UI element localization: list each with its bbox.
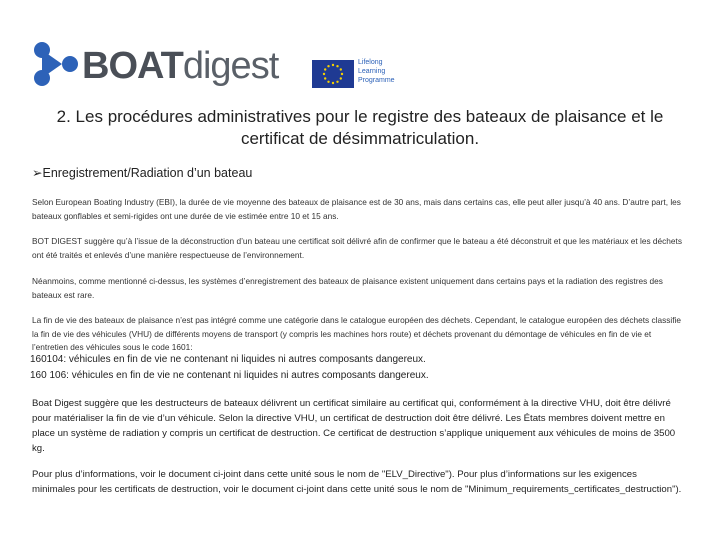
logo-digest-text: digest [182, 45, 279, 87]
arrow-bullet-icon: ➢ [32, 166, 43, 180]
eu-line-2: Learning [358, 68, 386, 75]
page-title: 2. Les procédures administratives pour le registre des bateaux de plaisance et le certificat de désimmatriculation. [56, 107, 664, 148]
paragraph-ebi: Selon European Boating Industry (EBI), la durée de vie moyenne des bateaux de plaisance est de 30 ans, mais dans certains cas, elle peut aller jusqu’à 40 ans. D’autre part, les bateaux gonflables et semi-rigides ont une durée de vie estimée entre 10 et 15 ans. [32, 197, 681, 221]
eu-flag-icon [312, 60, 354, 88]
logo-boat-text: BOAT [82, 45, 183, 87]
paragraph-certificate: Boat Digest suggère que les destructeurs de bateaux délivrent un certificat similaire au certificat qui, conformément à la directive VHU, doit être délivré pour matérialiser la fin de vie d’un véhicule. Selon la directive VHU, un certificat de destruction doit être délivré. Les États membres doivent mettre en place un système de radiation y compris un certificat de destruction. Ce certificat de destruction s’applique uniquement aux véhicules de moins de 3500 kg. [32, 398, 676, 454]
eu-line-1: Lifelong [358, 59, 383, 66]
boatdigest-logo-icon [32, 40, 80, 88]
eu-programme-label [358, 58, 395, 85]
code-160106: 160 106: véhicules en fin de vie ne contenant ni liquides ni autres composants dangereux. [30, 370, 429, 381]
logo-wordmark [82, 44, 278, 88]
eu-line-3: Programme [358, 77, 395, 84]
paragraph-registration: Néanmoins, comme mentionné ci-dessus, les systèmes d’enregistrement des bateaux de plaisance existent uniquement dans certains pays et la radiation des registres des bateaux est rare. [32, 276, 663, 300]
paragraph-bot-digest: BOT DIGEST suggère qu’à l’issue de la déconstruction d’un bateau une certificat soit délivré afin de confirmer que le bateau a été déconstruit et que les matériaux et les déchets ont été traités et enlevés d’une manière respectueuse de l’environnement. [32, 236, 682, 260]
header [0, 0, 720, 100]
code-160104: 160104: véhicules en fin de vie ne contenant ni liquides ni autres composants dangereux. [30, 354, 426, 365]
section-heading [32, 165, 252, 180]
paragraph-catalogue: La fin de vie des bateaux de plaisance n’est pas intégré comme une catégorie dans le catalogue européen des déchets. Cependant, le catalogue européen des déchets classifie la fin de vie des véhicules (VHU) de différents moyens de transport (y compris les machines hors route) et déchets provenant du démontage de véhicules en fin de vie et l’entretien des véhicules sous le code 1601: [32, 315, 681, 352]
section-heading-text: Enregistrement/Radiation d’un bateau [42, 166, 253, 180]
paragraph-more-info: Pour plus d’informations, voir le document ci-joint dans cette unité sous le nom de "ELV_Directive"). Pour plus d’informations sur les exigences minimales pour les certificats de destruction, voir le document ci-joint dans cette unité sous le nom de "Minimum_requirements_certificates_destruction"). [32, 469, 682, 495]
